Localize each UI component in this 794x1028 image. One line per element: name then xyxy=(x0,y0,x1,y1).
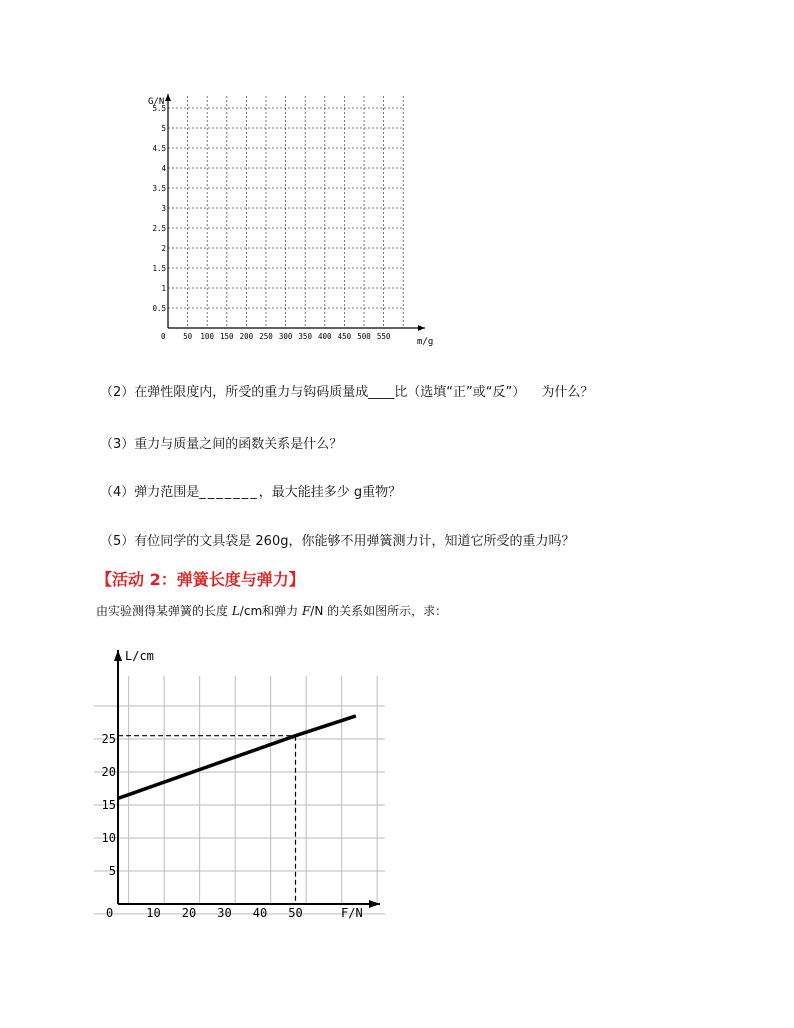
activity-intro-c: /N 的关系如图所示，求： xyxy=(310,604,448,618)
chart1-x-tick-label: 550 xyxy=(376,332,391,341)
chart2-grid xyxy=(94,676,385,914)
activity-intro-L: L xyxy=(231,604,240,618)
chart1-x-tick-label: 250 xyxy=(259,332,273,341)
chart2-x-tick-label: 40 xyxy=(252,906,268,920)
chart1-x-tick-label: 450 xyxy=(337,332,352,341)
chart1-y-tick-label: 5 xyxy=(161,124,166,133)
chart1-x-tick-label: 100 xyxy=(200,332,214,341)
activity-intro-b: /cm和弹力 xyxy=(239,604,302,618)
question-4-text-b: ，最大能挂多少 g重物？ xyxy=(258,485,402,500)
chart1-x-tick-label: 200 xyxy=(239,332,254,341)
chart1-y-tick-label: 3 xyxy=(161,204,166,213)
question-5: （5）有位同学的文具袋是 260g，你能够不用弹簧测力计，知道它所受的重力吗？ xyxy=(100,534,575,549)
chart1-x-tick-label: 350 xyxy=(298,332,312,341)
chart1-x-axis-arrow xyxy=(418,325,425,331)
chart2-x-tick-label: 50 xyxy=(288,906,303,920)
chart1-x-tick-label: 50 xyxy=(183,332,193,341)
chart1-y-tick-label: 1.5 xyxy=(152,264,166,273)
chart1-x-tick-label: 400 xyxy=(318,332,332,341)
question-2-text-c: 为什么？ xyxy=(541,385,594,400)
chart1-x-tick-label: 300 xyxy=(278,332,293,341)
chart1-axes xyxy=(165,94,425,331)
chart2-y-axis-label: L/cm xyxy=(125,649,154,663)
chart2-y-axis-arrow xyxy=(114,650,122,661)
chart2-x-tick-label: 20 xyxy=(181,906,197,920)
chart1-tick-labels xyxy=(152,104,390,341)
question-2-blank: ____ xyxy=(368,385,395,400)
gravity-mass-chart xyxy=(140,88,440,350)
chart2-axes xyxy=(114,650,380,908)
chart1-y-axis-label: G/N xyxy=(148,97,165,107)
chart2-x-tick-label: 10 xyxy=(146,906,161,920)
chart1-x-tick-label: 0 xyxy=(161,332,166,341)
chart2-y-tick-label: 15 xyxy=(101,798,116,812)
chart1-y-axis-arrow xyxy=(165,94,171,101)
chart2-y-tick-label: 20 xyxy=(101,765,116,779)
chart2-x-tick-label: 0 xyxy=(106,906,114,920)
chart1-y-tick-label: 3.5 xyxy=(152,184,166,193)
question-2-text-b: 比（选填“正”或“反”） xyxy=(394,385,526,400)
chart1-y-tick-label: 0.5 xyxy=(152,304,166,313)
spring-length-force-chart xyxy=(90,640,390,930)
question-4 xyxy=(100,484,401,502)
chart2-x-axis-label: F/N xyxy=(341,906,363,920)
chart2-y-tick-label: 25 xyxy=(101,732,116,746)
activity-intro-a: 由实验测得某弹簧的长度 xyxy=(96,604,232,618)
chart2-y-tick-label: 5 xyxy=(108,864,116,878)
question-2-text-a: （2）在弹性限度内，所受的重力与钩码质量成 xyxy=(100,385,369,400)
question-4-text-a: （4）弹力范围是 xyxy=(100,485,200,500)
chart1-x-tick-label: 500 xyxy=(357,332,371,341)
chart1-x-axis-label: m/g xyxy=(417,337,434,347)
chart1-x-tick-label: 150 xyxy=(220,332,234,341)
chart1-grid xyxy=(168,96,403,328)
chart2-x-tick-label: 30 xyxy=(217,906,232,920)
chart2-x-axis-arrow xyxy=(369,900,380,908)
chart2-tick-labels xyxy=(102,732,303,920)
chart1-y-tick-label: 1 xyxy=(161,284,166,293)
question-2 xyxy=(100,384,593,402)
chart2-marks xyxy=(118,716,356,904)
chart2-y-tick-label: 10 xyxy=(101,831,116,845)
question-3: （3）重力与质量之间的函数关系是什么？ xyxy=(100,437,343,452)
activity-intro xyxy=(96,603,447,619)
chart1-y-tick-label: 4 xyxy=(161,164,166,173)
question-4-blank: _______ xyxy=(199,485,259,500)
chart1-y-tick-label: 2.5 xyxy=(152,224,166,233)
activity-heading: 【活动 2：弹簧长度与弹力】 xyxy=(96,570,305,589)
chart1-y-tick-label: 5.5 xyxy=(152,104,166,113)
chart1-y-tick-label: 2 xyxy=(161,244,166,253)
chart1-y-tick-label: 4.5 xyxy=(152,144,166,153)
chart2-data-line xyxy=(118,716,356,799)
activity-intro-F: F xyxy=(301,604,311,618)
